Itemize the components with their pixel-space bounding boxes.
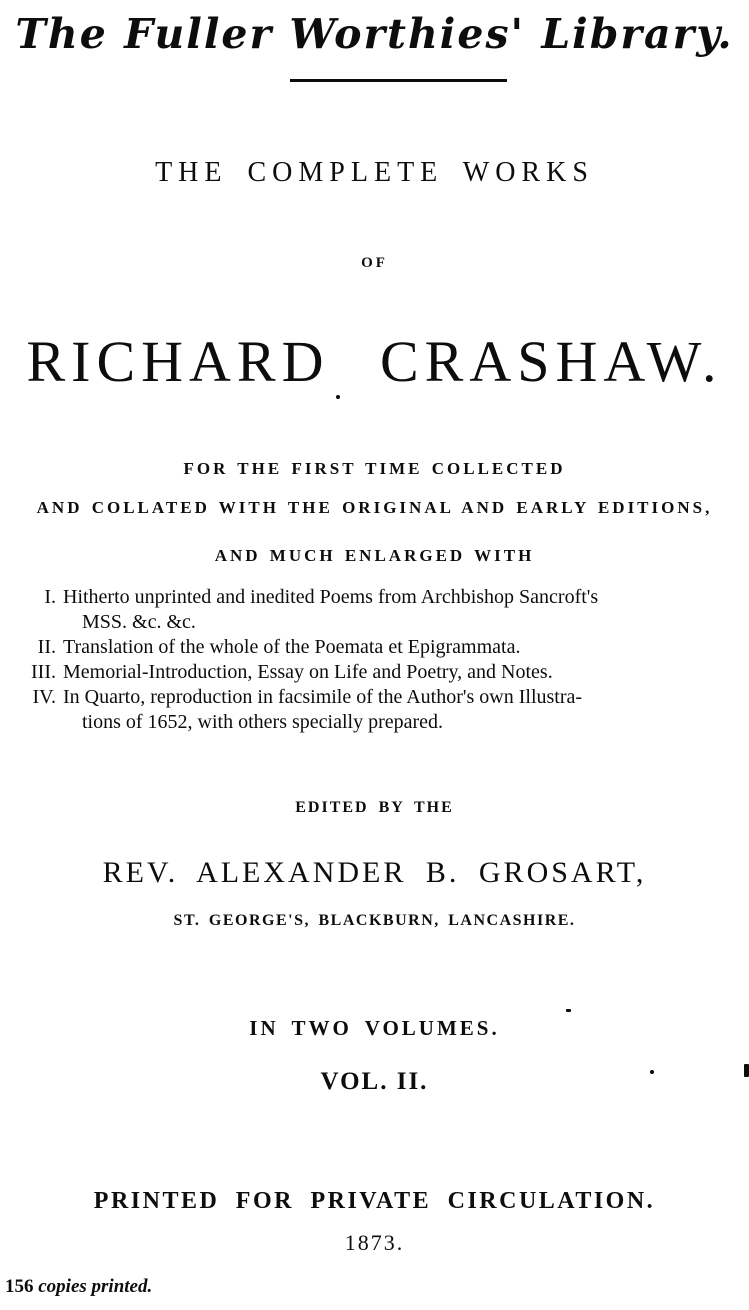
contents-item-text	[63, 585, 731, 635]
scan-speck	[566, 1009, 571, 1012]
limitation-count: 156	[5, 1276, 34, 1297]
work-title: THE COMPLETE WORKS	[155, 157, 594, 188]
subtitle-line-1: FOR THE FIRST TIME COLLECTED	[183, 459, 566, 478]
volume-label: VOL. II.	[320, 1068, 429, 1095]
contents-item-line: Memorial-Introduction, Essay on Life and Poetry, and Notes.	[63, 661, 553, 683]
contents-item-line: Translation of the whole of the Poemata et Epigrammata.	[63, 636, 521, 658]
contents-item-line: Hitherto unprinted and inedited Poems from Archbishop Sancroft's	[63, 586, 599, 608]
contents-item-4	[20, 685, 731, 735]
limitation-statement	[5, 1276, 152, 1298]
scan-speck	[336, 395, 340, 399]
limitation-text: copies printed.	[38, 1276, 153, 1297]
contents-list	[20, 585, 731, 735]
contents-item-line: tions of 1652, with others specially prepared.	[82, 711, 444, 733]
contents-item-text	[63, 635, 731, 660]
contents-item-line: In Quarto, reproduction in facsimile of the Author's own Illustra-	[63, 686, 583, 708]
imprint-line: PRINTED FOR PRIVATE CIRCULATION.	[93, 1188, 656, 1214]
subtitle-line-3: AND MUCH ENLARGED WITH	[214, 546, 535, 565]
contents-item-text	[63, 685, 731, 735]
contents-item-numeral: III.	[31, 661, 56, 683]
contents-item-numeral: II.	[37, 636, 56, 658]
edited-by-label: EDITED BY THE	[295, 799, 454, 816]
scan-speck	[650, 1070, 654, 1074]
contents-item-text	[63, 660, 731, 685]
editor-address: ST. GEORGE'S, BLACKBURN, LANCASHIRE.	[173, 912, 576, 929]
author-title: RICHARD CRASHAW.	[26, 329, 723, 394]
contents-item-line: MSS. &c. &c.	[82, 611, 196, 633]
contents-item-3	[20, 660, 731, 685]
volumes-line: IN TWO VOLUMES.	[249, 1016, 500, 1040]
year-label: 1873.	[344, 1230, 405, 1255]
editor-name: REV. ALEXANDER B. GROSART,	[102, 856, 647, 889]
scan-speck	[744, 1064, 749, 1077]
contents-item-numeral: IV.	[32, 686, 56, 708]
contents-item-1	[20, 585, 731, 635]
contents-item-2	[20, 635, 731, 660]
header-rule	[290, 79, 507, 82]
series-title: The Fuller Worthies' Library.	[15, 10, 734, 58]
contents-item-numeral: I.	[44, 586, 56, 608]
of-label: OF	[361, 255, 388, 271]
subtitle-line-2: AND COLLATED WITH THE ORIGINAL AND EARLY EDITIONS,	[36, 498, 713, 517]
